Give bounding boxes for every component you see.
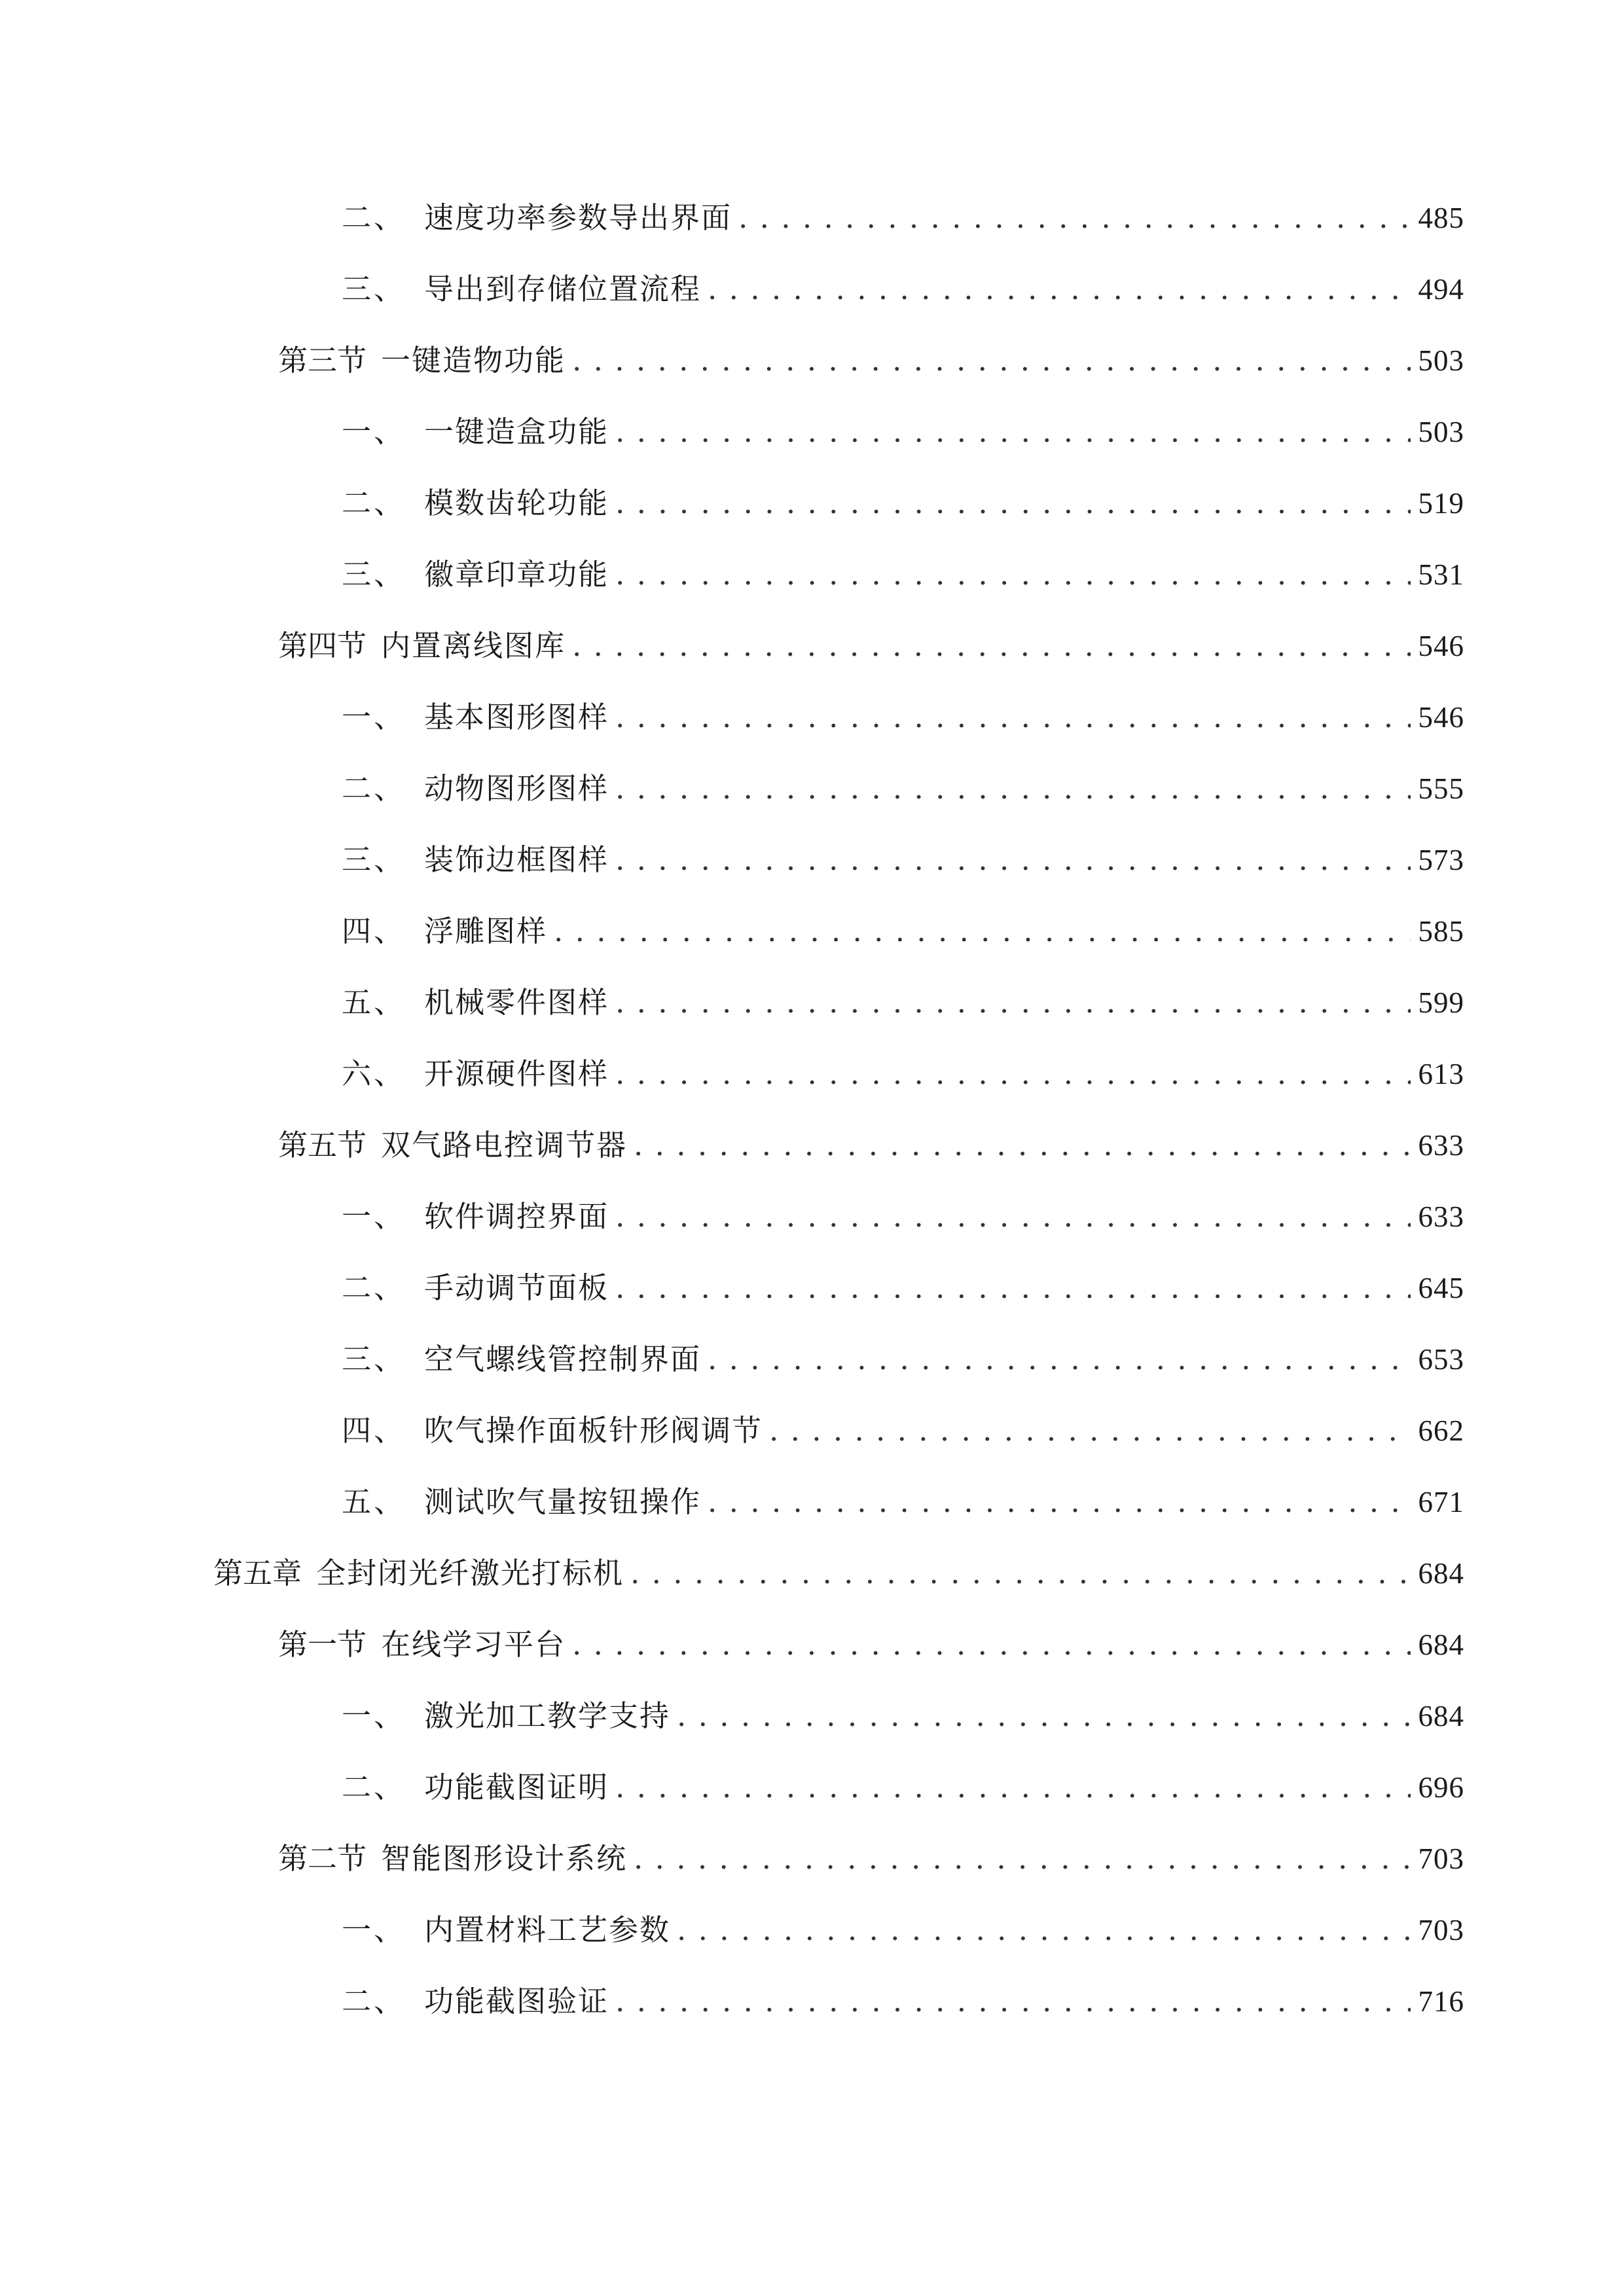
entry-number: 三、 [342,557,406,592]
entry-title: 内置材料工艺参数 [424,1912,671,1947]
dot-leader [554,908,1410,954]
entry-page-number: 633 [1418,1200,1464,1233]
dot-leader [615,409,1410,455]
dot-leader [615,766,1410,812]
entry-page-number: 645 [1418,1272,1464,1304]
entry-title: 内置离线图库 [381,628,566,663]
entry-page-number: 573 [1418,844,1464,876]
entry-page-number: 485 [1418,202,1464,234]
entry-title: 手动调节面板 [424,1270,609,1305]
entry-title: 激光加工教学支持 [424,1698,671,1733]
entry-title: 功能截图验证 [424,1984,609,2018]
entry-page-number: 684 [1418,1628,1464,1661]
toc-entry[interactable] [342,980,1464,1026]
dot-leader [615,480,1410,526]
dot-leader [615,1194,1410,1240]
toc-entry[interactable] [342,694,1464,740]
dot-leader [708,1479,1410,1525]
dot-leader [630,1551,1410,1596]
entry-page-number: 599 [1418,986,1464,1019]
toc-entry[interactable] [342,409,1464,455]
entry-title: 导出到存储位置流程 [424,272,702,306]
dot-leader [572,338,1410,384]
dot-leader [769,1408,1410,1454]
entry-title: 一键造盒功能 [424,414,609,449]
entry-number: 五、 [342,985,406,1020]
entry-page-number: 531 [1418,558,1464,591]
entry-number: 三、 [342,272,406,306]
dot-leader [572,1622,1410,1668]
toc-entry[interactable] [342,1765,1464,1810]
toc-entry[interactable] [342,266,1464,312]
toc-entry[interactable] [342,1336,1464,1382]
toc-entry[interactable] [342,552,1464,598]
toc-entry[interactable] [342,1051,1464,1097]
dot-leader [615,1765,1410,1810]
entry-number: 三、 [342,1342,406,1376]
entry-number: 第五节 [278,1128,367,1162]
dot-leader [615,1979,1410,2024]
entry-title: 吹气操作面板针形阀调节 [424,1413,763,1448]
entry-number: 第一节 [278,1627,367,1662]
entry-number: 五、 [342,1484,406,1519]
entry-number: 二、 [342,1984,406,2018]
entry-number: 二、 [342,1770,406,1804]
entry-number: 二、 [342,486,406,520]
toc-entry[interactable] [278,623,1464,669]
dot-leader [615,837,1410,883]
entry-page-number: 671 [1418,1486,1464,1518]
entry-page-number: 684 [1418,1700,1464,1732]
dot-leader [677,1907,1410,1953]
entry-page-number: 555 [1418,772,1464,805]
dot-leader [615,694,1410,740]
entry-number: 一、 [342,700,406,734]
entry-title: 软件调控界面 [424,1199,609,1234]
entry-page-number: 613 [1418,1058,1464,1090]
toc-entry[interactable] [342,1408,1464,1454]
entry-title: 速度功率参数导出界面 [424,200,732,235]
entry-number: 六、 [342,1056,406,1091]
entry-number: 四、 [342,1413,406,1448]
dot-leader [708,266,1410,312]
entry-page-number: 494 [1418,273,1464,306]
toc-entry[interactable] [342,195,1464,241]
entry-number: 第五章 [213,1556,302,1590]
dot-leader [615,1051,1410,1097]
toc-entry[interactable] [342,1907,1464,1953]
toc-entry[interactable] [278,338,1464,384]
dot-leader [615,980,1410,1026]
entry-number: 一、 [342,1199,406,1234]
entry-title: 基本图形图样 [424,700,609,734]
entry-title: 徽章印章功能 [424,557,609,592]
dot-leader [634,1836,1410,1882]
entry-number: 第三节 [278,343,367,378]
entry-page-number: 716 [1418,1985,1464,2018]
entry-number: 第二节 [278,1841,367,1876]
entry-page-number: 662 [1418,1414,1464,1447]
entry-page-number: 633 [1418,1129,1464,1162]
toc-entry[interactable] [342,766,1464,812]
toc-entry[interactable] [278,1622,1464,1668]
entry-number: 三、 [342,842,406,877]
entry-page-number: 546 [1418,701,1464,734]
entry-page-number: 503 [1418,344,1464,377]
entry-number: 四、 [342,914,406,948]
entry-page-number: 703 [1418,1914,1464,1946]
entry-page-number: 519 [1418,487,1464,520]
entry-page-number: 503 [1418,416,1464,448]
entry-number: 第四节 [278,628,367,663]
entry-number: 二、 [342,200,406,235]
entry-title: 动物图形图样 [424,771,609,806]
entry-number: 一、 [342,1912,406,1947]
dot-leader [572,623,1410,669]
entry-title: 测试吹气量按钮操作 [424,1484,702,1519]
entry-title: 空气螺线管控制界面 [424,1342,702,1376]
entry-title: 浮雕图样 [424,914,548,948]
toc-entry[interactable] [342,1265,1464,1311]
dot-leader [738,195,1410,241]
entry-page-number: 653 [1418,1343,1464,1376]
toc-entry[interactable] [342,908,1464,954]
entry-title: 模数齿轮功能 [424,486,609,520]
entry-title: 一键造物功能 [381,343,566,378]
entry-number: 一、 [342,414,406,449]
entry-title: 开源硬件图样 [424,1056,609,1091]
dot-leader [615,1265,1410,1311]
entry-title: 双气路电控调节器 [381,1128,628,1162]
dot-leader [708,1336,1410,1382]
toc-entry[interactable] [213,1551,1464,1596]
entry-page-number: 684 [1418,1557,1464,1590]
entry-number: 一、 [342,1698,406,1733]
toc-entry[interactable] [342,1979,1464,2024]
toc-entry[interactable] [342,1194,1464,1240]
toc-entry[interactable] [278,1836,1464,1882]
dot-leader [677,1693,1410,1739]
entry-title: 功能截图证明 [424,1770,609,1804]
entry-number: 二、 [342,771,406,806]
entry-title: 装饰边框图样 [424,842,609,877]
entry-page-number: 546 [1418,630,1464,662]
toc-entry[interactable] [342,837,1464,883]
entry-number: 二、 [342,1270,406,1305]
toc-entry[interactable] [342,1693,1464,1739]
toc-entry[interactable] [342,1479,1464,1525]
toc-entry[interactable] [278,1122,1464,1168]
entry-title: 全封闭光纤激光打标机 [316,1556,624,1590]
dot-leader [615,552,1410,598]
dot-leader [634,1122,1410,1168]
entry-page-number: 703 [1418,1842,1464,1875]
entry-title: 智能图形设计系统 [381,1841,628,1876]
entry-page-number: 585 [1418,915,1464,948]
entry-title: 在线学习平台 [381,1627,566,1662]
toc-entry[interactable] [342,480,1464,526]
entry-title: 机械零件图样 [424,985,609,1020]
entry-page-number: 696 [1418,1771,1464,1804]
